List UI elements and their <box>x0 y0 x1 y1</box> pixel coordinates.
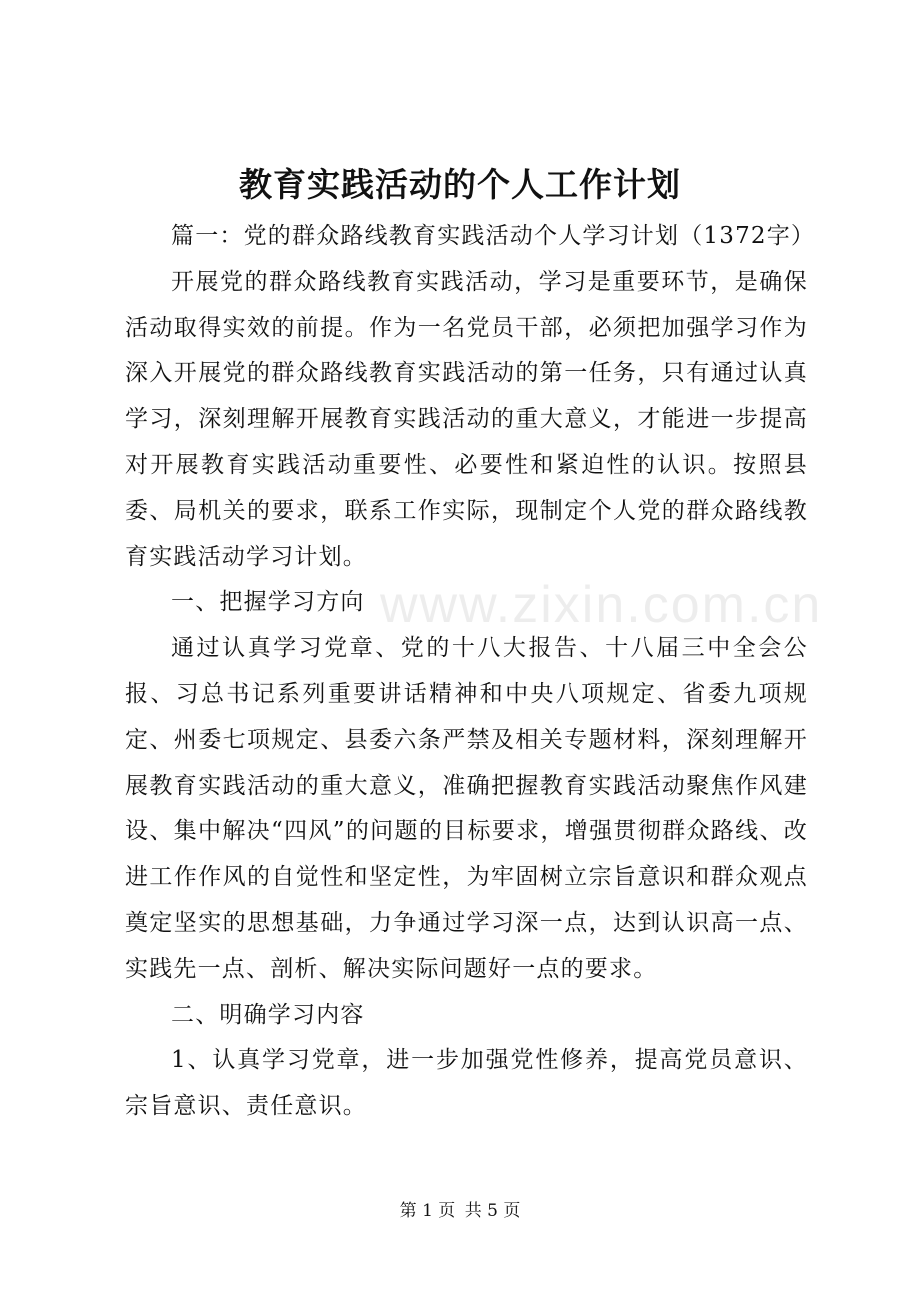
paragraph-heading-1: 一、把握学习方向 <box>171 589 365 616</box>
document-title: 教育实践活动的个人工作计划 <box>239 165 681 204</box>
page-footer <box>0 1198 920 1224</box>
page-number-current: 第 1 页 <box>399 1201 456 1221</box>
paragraph-direction: 通过认真学习党章、党的十八大报告、十八届三中全会公报、习总书记系列重要讲话精神和中央八项规定、省委九项规定、州委七项规定、县委六条严禁及相关专题材料，深刻理解开展教育实践活动的重大意义，准确把握教育实践活动聚焦作风建设、集中解决“四风”的问题的目标要求，增强贯彻群众路线、改进工作作风的自觉性和坚定性，为牢固树立宗旨意识和群众观点奠定坚实的思想基础，力争通过学习深一点，达到认识高一点、实践先一点、剖析、解决实际问题好一点的要求。 <box>125 635 808 982</box>
page-number-total: 共 5 页 <box>464 1201 521 1221</box>
document-body <box>125 214 816 1130</box>
paragraph-heading-2: 二、明确学习内容 <box>171 1001 365 1028</box>
paragraph-content-1: 1、认真学习党章，进一步加强党性修养，提高党员意识、宗旨意识、责任意识。 <box>125 1047 808 1120</box>
watermark-text: www.zixin.com.cn <box>380 576 823 634</box>
paragraph-intro: 开展党的群众路线教育实践活动，学习是重要环节，是确保活动取得实效的前提。作为一名党员干部，必须把加强学习作为深入开展党的群众路线教育实践活动的第一任务，只有通过认真学习，深刻理解开展教育实践活动的重大意义，才能进一步提高对开展教育实践活动重要性、必要性和紧迫性的认识。按照县委、局机关的要求，联系工作实际，现制定个人党的群众路线教育实践活动学习计划。 <box>125 268 808 570</box>
paragraph-section-heading: 篇一：党的群众路线教育实践活动个人学习计划（1372字） <box>171 223 816 249</box>
